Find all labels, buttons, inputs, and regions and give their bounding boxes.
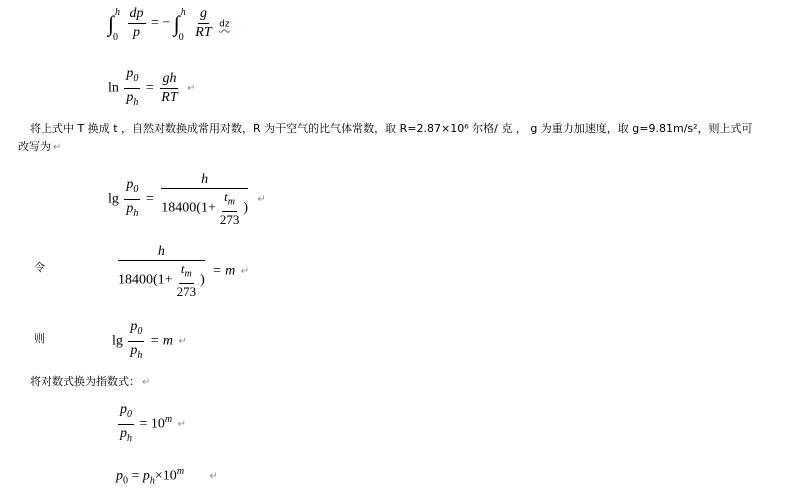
fraction-p0-over-ph-4: $\frac{p_0}{p_h}$ — [120, 402, 132, 444]
equation-ln: ln $\frac{p_0}{p_h}$ = $\frac{gh}{RT}$ ↵ — [108, 66, 196, 111]
fraction-tm-over-273: $\frac{t_m}{273}$ — [219, 189, 240, 227]
paragraph-mark: ↵ — [187, 82, 196, 94]
equation-p0: $p_0 = p_h\times 10^m$ ↵ — [116, 466, 218, 487]
equation-lg-fraction: lg $\frac{p_0}{p_h}$ = h 18400(1+ $\frac{t_m}{273}$ ) ↵ — [108, 172, 266, 227]
ln-label: ln — [108, 80, 119, 96]
fraction-tm-over-273-2: $\frac{t_m}{273}$ — [176, 261, 197, 299]
equation-exponential: $\frac{p_0}{p_h}$ = $10^m$ ↵ — [116, 402, 186, 447]
paragraph-text-2: 将对数式换为指数式： ↵ — [30, 375, 151, 388]
fraction-p0-over-ph-3: $\frac{p_0}{p_h}$ — [130, 319, 143, 361]
fraction-dp-over-p: $\frac{dp}{p}$ — [129, 6, 144, 40]
equals-minus: = − — [151, 15, 171, 31]
paragraph-text-1: 将上式中 T 换成 t ，自然对数换成常用对数，R 为干空气的比气体常数，取 R=2.87×10⁶ 尔格/ 克 ， g 为重力加速度，取 g=9.81m/s²，则上式可 — [30, 122, 753, 135]
paragraph-text-1-line2: 改写为 ↵ — [18, 140, 62, 153]
integral-symbol-2: ∫ h 0 — [173, 6, 186, 43]
equation-define-m: h 18400(1+ $\frac{t_m}{273}$ ) = m ↵ — [118, 244, 250, 299]
label-ling: 令 — [34, 261, 45, 274]
fraction-gh-over-rt: $\frac{gh}{RT}$ — [161, 70, 178, 105]
equation-integral — [108, 6, 230, 41]
fraction-p0-over-ph-2: $\frac{p_0}{p_h}$ — [126, 177, 139, 219]
fraction-h-over-18400: h 18400(1+ $\frac{t_m}{273}$ ) — [161, 172, 249, 227]
dz-text: dz — [219, 19, 230, 30]
fraction-h-over-18400-2: h 18400(1+ $\frac{t_m}{273}$ ) — [118, 244, 205, 299]
equals-m: = m — [212, 263, 236, 279]
lg-label-2: lg — [112, 333, 123, 349]
equation-lg-m: lg $\frac{p_0}{p_h}$ = m ↵ — [112, 319, 187, 364]
integral-symbol: ∫ h 0 — [108, 6, 120, 43]
lg-label: lg — [108, 191, 119, 207]
label-ze: 则 — [34, 332, 45, 345]
fraction-g-over-rt: $\frac{g}{RT}$ — [195, 6, 212, 40]
fraction-p0-over-ph: $\frac{p_0}{p_h}$ — [126, 66, 139, 108]
equals-m-2: = m — [149, 333, 173, 349]
